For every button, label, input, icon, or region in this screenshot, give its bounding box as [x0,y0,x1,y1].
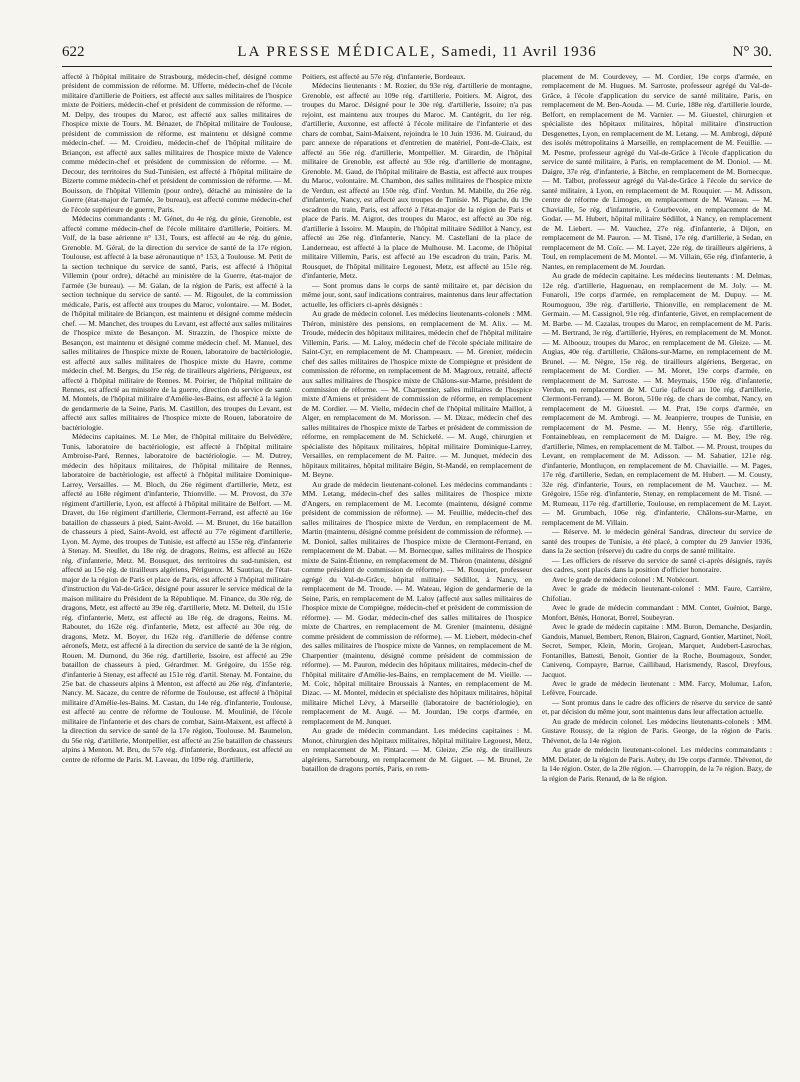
paragraph: Avec le grade de médecin colonel : M. Nobécourt. [552,574,699,584]
paragraph: Au grade de médecin commandant. Les médecins capitaines : M. Monot, chirurgien des hôpitaux militaires, hôpital militaire Legouest, Metz, en remplacement de M. Pintard. — M. Gleize, 25e rég. de tirailleurs algériens, Sarrebourg, en remplacement de M. Giguet. — M. Brunel, 2e bataillon de dragons portés, Paris, en rem- [302,726,532,774]
paragraph: — Sont promus dans le cadre des officiers de réserve du service de santé et, par décision du même jour, sont maintenus dans leur affectation actuelle. [542,697,772,717]
column-right [542,72,772,1072]
header-rule [62,66,772,67]
page-header [62,44,772,68]
paragraph: Au grade de médecin colonel. Les médecins lieutenants-colonels : MM. Gustave Roussy, de la région de Paris. George, de la région de Paris. Thévenot, de la 14e région. [542,716,772,745]
paragraph: Médecins capitaines. M. Le Mer, de l'hôpital militaire du Belvédère, Tunis, laboratoire de bactériologie, est affecté à l'hôpital militaire Ambroise-Paré, Rennes, laboratoire de bactériologie. — M. Dutrey, médecin des hôpitaux militaires, de l'hôpital militaire de Rennes, laboratoire de bactériologie, est affecté à l'hôpital militaire Dominique-Larrey, Versailles. — M. Bloch, du 26e régiment d'artillerie, Metz, est affecté au 168e régiment d'infanterie, Thionville. — M. Provost, du 37e régiment d'artillerie, Lyon, est affecté à l'hôpital militaire de Belfort. — M. Dravet, du 16e régiment d'artillerie, Clermont-Ferrand, est affecté au 16e bataillon de chasseurs à pied, Saint-Avold. — M. Brunet, du 16e bataillon de chasseurs à pied, Saint-Avold, est affecté au 77e régiment d'artillerie, Lyon. M. Ayme, des troupes de Tunisie, est affecté au 155e rég. d'infanterie à Stenay. M. Steullet, du 18e rég. de dragons, Reims, est affecté au 162e rég. d'infanterie, Metz. M. Bousquet, des territoires du sud-tunisien, est affecté au 15e rég. de tirailleurs algériens, Périgueux. M. Sautriau, de l'état-major de la région de Paris et place de Paris, est affecté à l'hôpital militaire d'instruction du Val-de-Grâce, désigné pour assurer le service médical de la maison militaire du Président de la République. M. Finance, du 30e rég. de dragons, Metz, est affecté au 39e rég. d'artillerie, Metz. M. Delteil, du 151e rég. d'infanterie, Metz, est affecté au 18e rég. de dragons, Reims. M. Raboutet, du 162e rég. d'infanterie, Metz, est affecté au 30e rég. de dragons, Metz. M. Boyer, du 162e rég. d'artillerie de défense contre aéronefs, Metz, est affecté à la direction du service de santé de la 3e région, Rouen. M. Dumond, du 36e rég. d'artillerie, Issoire, est affecté au 29e bataillon de chasseurs à pied, Gérardmer. M. Grégoire, du 155e rég. d'infanterie à Stenay, est affecté au 151e rég. d'artil. Stenay. M. Fontaine, du 25e bat. de chasseurs alpins à Menton, est affecté au 26e rég. d'infanterie, Nancy. M. Sacaze, du centre de réforme de Toulouse, est affecté à l'hôpital militaire d'Amélie-les-Bains. M. Castan, du 14e rég. d'infanterie, Toulouse, est affecté au centre de réforme de Toulouse. M. Moulinié, de l'école militaire de l'infanterie et des chars de combat, Saint-Maixent, est affecté à la direction du service de santé de la 17e région, Toulouse. M. Baumelon, du 56e rég. d'artillerie, Montpellier, est affecté au 25e bataillon de chasseurs alpins à Menton. M. Bru, du 57e rég. d'infanterie, Bordeaux, est affecté au centre de réforme de Paris. M. Laveau, du 109e rég. d'artillerie, [62,432,292,764]
paragraph: Au grade de médecin colonel. Les médecins lieutenants-colonels : MM. Théron, ministère des pensions, en remplacement de M. Alix. — M. Troude, médecin des hôpitaux militaires, médecin chef de l'hôpital militaire Villemin, Paris. — M. Laloy, médecin chef de l'école spéciale militaire de Saint-Cyr, en remplacement de M. Champeaux. — M. Grenier, médecin chef des salles militaires de l'hospice mixte de Compiègne et président de commission de réforme, en remplacement de M. Magroux, retraité, affecté aux salles militaires de l'hospice mixte de Châlons-sur-Marne, président de commission de réforme. — M. Charpentier, salles militaires de l'hospice mixte d'Amiens et président de commission de réforme, en remplacement de M. Cordier. — M. Vielle, médecin chef de l'hôpital militaire Maillot, à Alger, en remplacement de M. Morisson. — M. Dizac, médecin chef des salles militaires de l'hospice mixte de Tarbes et président de commission de réforme, en remplacement de M. Schickelé. — M. Augé, chirurgien et spécialiste des hôpitaux militaires, hôpital militaire Dominique-Larrey, Versailles, en remplacement de M. Paitre. — M. Junquet, médecin des hôpitaux militaires, hôpital militaire Bégin, St-Mandé, en remplacement de M. Beyne. [302,309,532,480]
paragraph: Poitiers, est affecté au 57e rég. d'infanterie, Bordeaux. [302,72,466,81]
paragraph: Au grade de médecin capitaine. Les médecins lieutenants : M. Delmas, 12e rég. d'artillerie, Haguenau, en remplacement de M. Joly. — M. Funaroli, 19e corps d'armée, en remplacement de M. Dupuy. — M. Roumoguou, 39e rég. d'artillerie, Thionville, en remplacement de M. Germain. — M. Cassignol, 91e rég. d'infanterie, Givet, en remplacement de M. Barbe. — M. Cazalas, troupes du Maroc, en remplacement de M. Paris. — M. Bertrand, 3e rég. d'artillerie, Hyères, en remplacement de M. Monot. — M. Alboouz, troupes du Maroc, en remplacement de M. Gleize. — M. Augias, 40e rég. d'artillerie, Châlons-sur-Marne, en remplacement de M. Brunel. — M. Nègre, 15e rég. de tirailleurs algériens, Bergerac, en remplacement de M. Cordier. — M. Moret, 19e corps d'armée, en remplacement de M. Sarroste. — M. Meymais, 150e rég. d'infanterie, Verdun, en remplacement de M. Curie (affecté au 10e rég. d'artillerie, Clermont-Ferrand). — M. Boron, 510e rég. de chars de combat, Nancy, en remplacement de M. Giuestel. — M. Prat, 19e corps d'armée, en remplacement de M. Ambrogi. — M. Jeanpierre, troupes de Tunisie, en remplacement de M. Pesme. — M. Henry, 55e rég. d'artillerie, Fontainebleau, en remplacement de M. Daigre. — M. Bey, 19e rég. d'artillerie, Nîmes, en remplacement de M. Talbot. — M. Proust, troupes du Levant, en remplacement de M. Adisson. — M. Sabatier, 121e rég. d'infanterie, Montluçon, en remplacement de M. Chaviaille. — M. Pages, 17e rég. d'artillerie, Sedan, en remplacement de M. Hubert. — M. Cousty, 32e rég. d'infanterie, Tours, en remplacement de M. Vauchez. — M. Grégoire, 155e rég. d'infanterie, Stenay, en remplacement de M. Tisné. — M. Rumeau, 117e rég. d'artillerie, Toulouse, en remplacement de M. Layet. — M. Grumbach, 106e rég. d'infanterie, Châlons-sur-Marne, en remplacement de M. Villain. [542,271,772,527]
journal-name: LA PRESSE MÉDICALE, [237,44,437,60]
paragraph: placement de M. Courdevey, — M. Cordier, 19e corps d'armée, en remplacement de M. Hugues. M. Sarroste, professeur agrégé du Val-de-Grâce, à l'école d'application du service de santé militaire, Paris, en remplacement de M. Ben-Aouda. — M. Curie, 188e rég. d'artillerie lourde, Belfort, en remplacement de M. Varnier. — M. Giuestel, chirurgien et spécialiste des hôpitaux militaires, hôpital militaire d'instruction Desgenettes, Lyon, en remplacement de M. Letang. — M. Ambrogi, député des isolés métropolitains à Marseille, en remplacement de M. Feuillie. — M. Pesme, professeur agrégé du Val-de-Grâce à l'école d'application du service de santé militaire, à Paris, en remplacement de M. Doniol. — M. Daigre, 37e rég. d'infanterie, à Bitche, en remplacement de M. Bornecque. — M. Talbot, professeur agrégé du Val-de-Grâce à l'école du service de santé militaire, à Lyon, en remplacement de M. Rouquier. — M. Adisson, centre de réforme de Limoges, en remplacement de M. Wateau. — M. Chaviaille, 5e rég. d'infanterie, à Courbevoie, en remplacement de M. Godar. — M. Hubert, hôpital militaire Sédillot, à Nancy, en remplacement de M. Liebert. — M. Vauchez, 27e rég. d'infanterie, à Dijon, en remplacement de M. Pauron. — M. Tisné, 17e rég. d'artillerie, à Sedan, en remplacement de M. Coïc. — M. Layet, 22e rég. de tirailleurs algériens, à Toul, en remplacement de M. Montel. — M. Villain, 65e rég. d'infanterie, à Nantes, en remplacement de M. Jourdan. [542,72,772,271]
running-title [62,44,772,61]
paragraph: Médecins lieutenants : M. Rozier, du 93e rég. d'artillerie de montagne, Grenoble, est affecté au 109e rég. d'artillerie, Poitiers. M. Aigrot, des troupes du Maroc. Désigné pour le 30e rég. d'artillerie, Issoire; n'a pas rejoint, est maintenu aux troupes du Maroc. M. Cantégrit, du 1er rég. d'artillerie, Auxonne, est affecté à l'école militaire de l'infanterie et des chars de combat, Saint-Maixent, rejoindra le 10 Juin 1936. M. Guiraud, du parc annexe de réparations et d'entretien de matériel, Pont-de-Claix, est affecté au 56e rég. d'artillerie, Montpellier. M. Girardin, de l'hôpital militaire de Grenoble, est affecté au 93e rég. d'artillerie de montagne, Grenoble. M. Gaud, de l'hôpital militaire de Bastia, est affecté aux troupes du Maroc, volontaire. M. Chambon, des salles militaires de l'hospice mixte de Verdun, est affecté au 150e rég. d'inf. Verdun. M. Mabille, du 26e rég. d'infanterie, Nancy, est affecté aux troupes de Tunisie. M. Pigache, du 19e escadron du train, Paris, est affecté à l'état-major de la région de Paris et place de Paris. M. Aigrot, des troupes du Maroc, est affecté au 30e rég. d'artillerie à Issoire. M. Maupin, de l'hôpital militaire Sédillot à Nancy, est affecté au 26e rég. d'infanterie, Nancy. M. Castellani de la place de Landerneau, est affecté à la place de Mulhouse. M. Lacome, de l'hôpital militaire Villemin, Paris, est affecté au 19e escadron du train, Paris. M. Rousquet, de l'hôpital militaire Legouest, Metz, est affecté au 151e rég. d'infanterie, Metz. [302,81,532,281]
column-left [62,72,292,1072]
paragraph: Avec le grade de médecin lieutenant-colonel : MM. Faure, Carrière, Chifoliau. [542,584,772,603]
paragraph: — Réserve. M. le médecin général Sandras, directeur du service de santé des troupes de Tunisie, a été placé, à compter du 29 Janvier 1936, dans la 2e section (réserve) du cadre du corps de santé militaire. [542,527,772,556]
article-columns [62,72,772,1072]
paragraph: Au grade de médecin lieutenant-colonel. Les médecins commandants : MM. Letang, médecin-chef des salles militaires de l'hospice mixte d'Angers, en remplacement de M. Lecomte (maintenu, désigné comme président de commission de réforme). — M. Feuillie, médecin-chef des salles militaires de l'hospice mixte de Verdun, en remplacement de M. Martin (maintenu, désigné comme président de commission de réforme). — M. Doniol, salles militaires de l'hospice mixte de Clermont-Ferrand, en remplacement de M. Dabat. — M. Bornecque, salles militaires de l'hospice mixte de Saint-Étienne, en remplacement de M. Théron (maintenu, désigné comme président de commission de réforme). — M. Rouquier, professeur agrégé du Val-de-Grâce, hôpital militaire Sédillot, à Nancy, en remplacement de M. Troude. — M. Wateau, légion de gendarmerie de la Seine, Paris, en remplacement de M. Laloy (affecté aux salles militaires de l'hospice mixte de Compiègne, médecin-chef et président de commission de réforme). — M. Godar, médecin-chef des salles militaires de l'hospice mixte de Chartres, en remplacement de M. Grenier (maintenu, désigné comme président de commission de réforme). — M. Liebert, médecin-chef des salles militaires de l'hospice mixte de Vannes, en remplacement de M. Charpentier (maintenu, désigné comme président de commission de réforme). — M. Pauron, médecin des hôpitaux militaires, médecin-chef de l'hôpital militaire d'Amélie-les-Bains, en remplacement de M. Vieille. — M. Coïc, hôpital militaire Broussais à Nantes, en remplacement de M. Dizac. — M. Montel, médecin et spécialiste des hôpitaux militaires, hôpital militaire Michel Lévy, à Marseille (laboratoire de bactériologie), en remplacement de M. Augé. — M. Jourdan, 19e corps d'armée, en remplacement de M. Junquet. [302,479,532,726]
paragraph: Avec le grade de médecin lieutenant : MM. Farcy, Molumar, Lafon, Lefèvre, Fourcade. [542,679,772,698]
paragraph: affecté à l'hôpital militaire de Strasbourg, médecin-chef, désigné comme président de commission de réforme. M. Ufferte, médecin-chef de l'école militaire d'artillerie de Poitiers, est affecté aux salles militaires de l'hospice mixte de Poitiers, médecin-chef et président de commission de réforme. — M. Delpy, des troupes du Maroc, est affecté aux salles militaires de l'hospice mixte de Tours. M. Bénazet, de l'hôpital militaire de Toulouse, président de commission de réforme, est maintenu et désigné comme médecin-chef. — M. Croidieu, médecin-chef de l'hôpital militaire de Briançon, est affecté aux salles militaires de l'hospice mixte de Valence comme médecin-chef et président de commission de réforme. — M. Decour, des territoires du Sud-Tunisien, est affecté à l'hôpital militaire de Bizerte comme médecin-chef et président de commission de réforme. — M. Bouisson, de l'hôpital Villemin (pour ordre), détaché au ministère de la Guerre (état-major de l'armée, 3e bureau), est affecté comme médecin-chef de l'école supérieure de guerre, Paris. [62,72,292,214]
column-middle [302,72,532,1072]
page-number: 622 [62,44,85,60]
paragraph: Avec le grade de médecin capitaine : MM. Buron, Demanche, Desjardin, Gandois, Manuel, Bembert, Renon, Blairon, Cagnard, Gontier, Martinet, Noël, Secret, Semper, Klein, Morin, Grojean, Marquet, Audebert-Lasrochas, Fontanilles, Battesti, Benoit, Gontier de la Roche, Boumagoux, Sonder, Canivenq, Compayre, Barrue, Caillibaud, Harismendy, Rascol, Dreyfous, Jacquot. [542,622,772,679]
issue-number: N° 30. [732,44,772,60]
paragraph: Au grade de médecin lieutenant-colonel. Les médecins commandants : MM. Delater, de la région de Paris. Aubry, du 19e corps d'armée. Thévenot, de la 14e région. Oster, de la 20e région. — Charroppin, de la 7e région. Bazy, de la région de Paris. Renaud, de la 8e région. [542,745,772,783]
paragraph: Médecins commandants : M. Génet, du 4e rég. du génie, Grenoble, est affecté comme médecin-chef de l'école militaire d'artillerie, Poitiers. M. Volf, de la base aérienne n° 131, Tours, est affecté au 4e rég. du génie, Grenoble. M. Géral, de la direction du service de santé de la 17e région, Toulouse, est affecté à la base aéronautique n° 153, à Toulouse. M. Petit de la section technique du service de santé, Paris, est affecté à l'hôpital Villemin (pour ordre), détaché au ministère de la Guerre, état-major de l'armée (3e bureau). — M. Galan, de la région de Paris, est affecté à la section technique du service de santé. — M. Rigoulet, de la commission médicale, Paris, est affecté aux troupes du Maroc, volontaire. — M. Bodet, de l'hôpital militaire de Briançon, est maintenu et désigné comme médecin chef. — M. Manchet, des troupes du Levant, est affecté aux salles militaires de l'hospice mixte de Besançon. M. Strazzin, de l'hospice mixte de Besançon, est maintenu et désigné comme médecin chef. M. Manuel, des salles militaires de l'hospice mixte de Rouen, laboratoire de bactériologie, est affecté aux salles militaires de l'hospice mixte du Havre, comme médecin chef. M. Berges, du 15e rég. de tirailleurs algériens, Périgueux, est affecté à l'hôpital militaire de Rennes. M. Poirier, de l'hôpital militaire de Rennes, est affecté au ministère de la guerre, direction du service de santé. M. Montels, de l'hôpital militaire d'Amélie-les-Bains, est affecté à la légion de gendarmerie de la Seine, Paris. M. Castillon, des troupes du Levant, est affecté aux salles militaires de l'hospice mixte de Rouen, laboratoire de bactériologie. [62,214,292,432]
paragraph: — Les officiers de réserve du service de santé ci-après désignés, rayés des cadres, sont placés dans la position d'officier honoraire. [542,555,772,575]
paragraph: Avec le grade de médecin commandant : MM. Contet, Guéniot, Barge, Monfort, Bénès, Honorat, Borrel, Soubeyran. [542,603,772,622]
issue-date: Samedi, 11 Avril 1936 [441,44,597,60]
paragraph: — Sont promus dans le corps de santé militaire et, par décision du même jour, sont, sauf indications contraires, maintenus dans leur affectation actuelle, les officiers ci-après désignés : [302,280,532,309]
